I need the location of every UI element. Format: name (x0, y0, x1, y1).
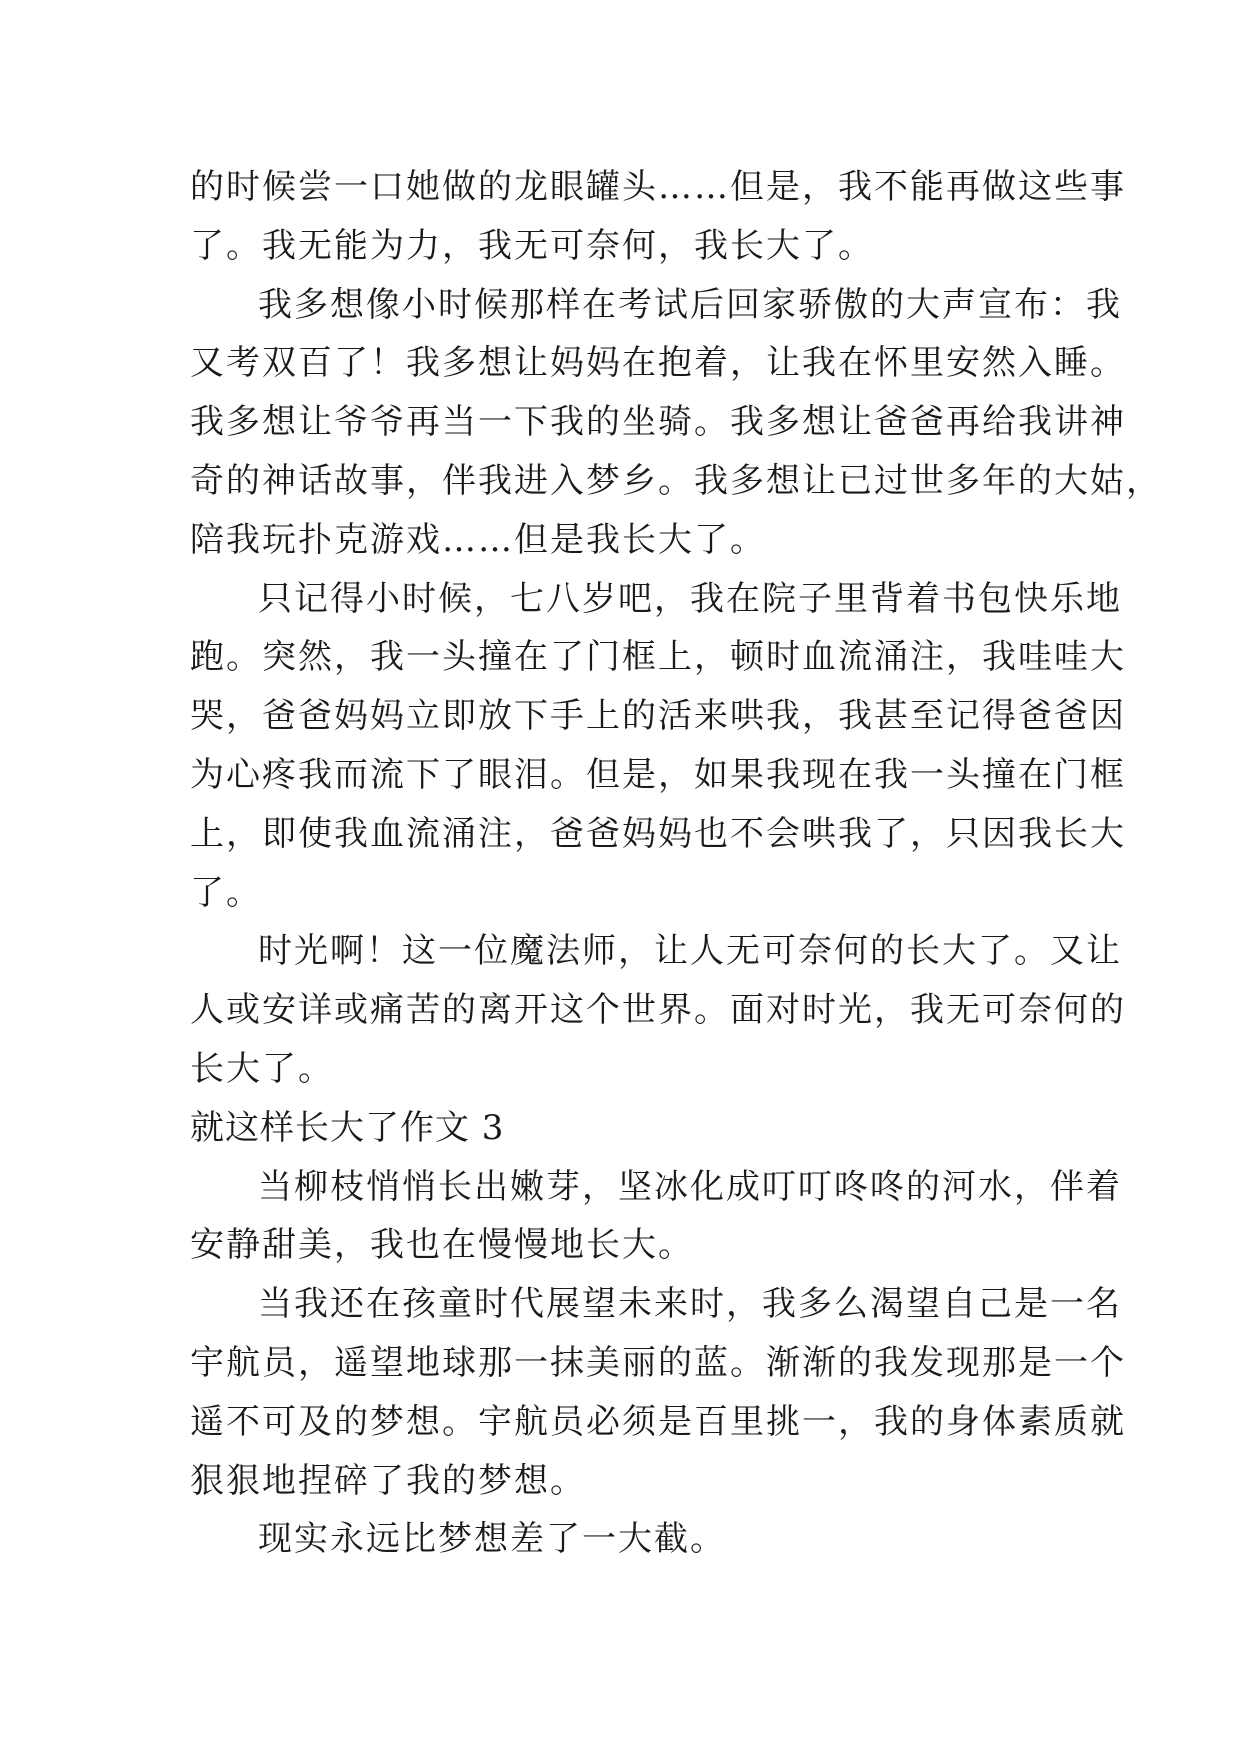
paragraph-start-line: 当我还在孩童时代展望未来时，我多么渴望自己是一名 (258, 1284, 1122, 1325)
text-line: 了。 (190, 872, 262, 913)
text-line: 的时候尝一口她做的龙眼罐头……但是，我不能再做这些事 (190, 167, 1126, 207)
paragraph-start-line: 只记得小时候，七八岁吧，我在院子里背着书包快乐地 (258, 578, 1122, 619)
document-body (190, 158, 1162, 1569)
paragraph-start-line: 当柳枝悄悄长出嫩芽，坚冰化成叮叮咚咚的河水，伴着 (258, 1166, 1122, 1207)
text-line: 人或安详或痛苦的离开这个世界。面对时光，我无可奈何的 (190, 990, 1126, 1031)
text-line: 了。我无能为力，我无可奈何，我长大了。 (190, 225, 874, 266)
paragraph-start-line: 现实永远比梦想差了一大截。 (258, 1519, 726, 1560)
paragraph-start-line: 时光啊！这一位魔法师，让人无可奈何的长大了。又让 (258, 931, 1122, 972)
text-line: 宇航员，遥望地球那一抹美丽的蓝。渐渐的我发现那是一个 (190, 1342, 1126, 1383)
text-line: 上，即使我血流涌注，爸爸妈妈也不会哄我了，只因我长大 (190, 813, 1126, 854)
text-line: 为心疼我而流下了眼泪。但是，如果我现在我一头撞在门框 (190, 754, 1126, 795)
text-line: 我多想让爷爷再当一下我的坐骑。我多想让爸爸再给我讲神 (190, 402, 1126, 443)
section-heading: 就这样长大了作文 3 (190, 1107, 505, 1148)
text-line: 跑。突然，我一头撞在了门框上，顿时血流涌注，我哇哇大 (190, 637, 1126, 678)
text-line: 安静甜美，我也在慢慢地长大。 (190, 1225, 694, 1266)
text-line: 陪我玩扑克游戏……但是我长大了。 (190, 519, 766, 560)
text-line: 长大了。 (190, 1048, 334, 1089)
text-line: 哭，爸爸妈妈立即放下手上的活来哄我，我甚至记得爸爸因 (190, 696, 1126, 737)
text-line: 奇的神话故事，伴我进入梦乡。我多想让已过世多年的大姑， (190, 460, 1162, 501)
text-line: 狠狠地捏碎了我的梦想。 (190, 1460, 586, 1501)
text-line: 遥不可及的梦想。宇航员必须是百里挑一，我的身体素质就 (190, 1401, 1126, 1442)
text-line: 又考双百了！我多想让妈妈在抱着，让我在怀里安然入睡。 (190, 343, 1126, 384)
paragraph-start-line: 我多想像小时候那样在考试后回家骄傲的大声宣布：我 (258, 284, 1122, 325)
